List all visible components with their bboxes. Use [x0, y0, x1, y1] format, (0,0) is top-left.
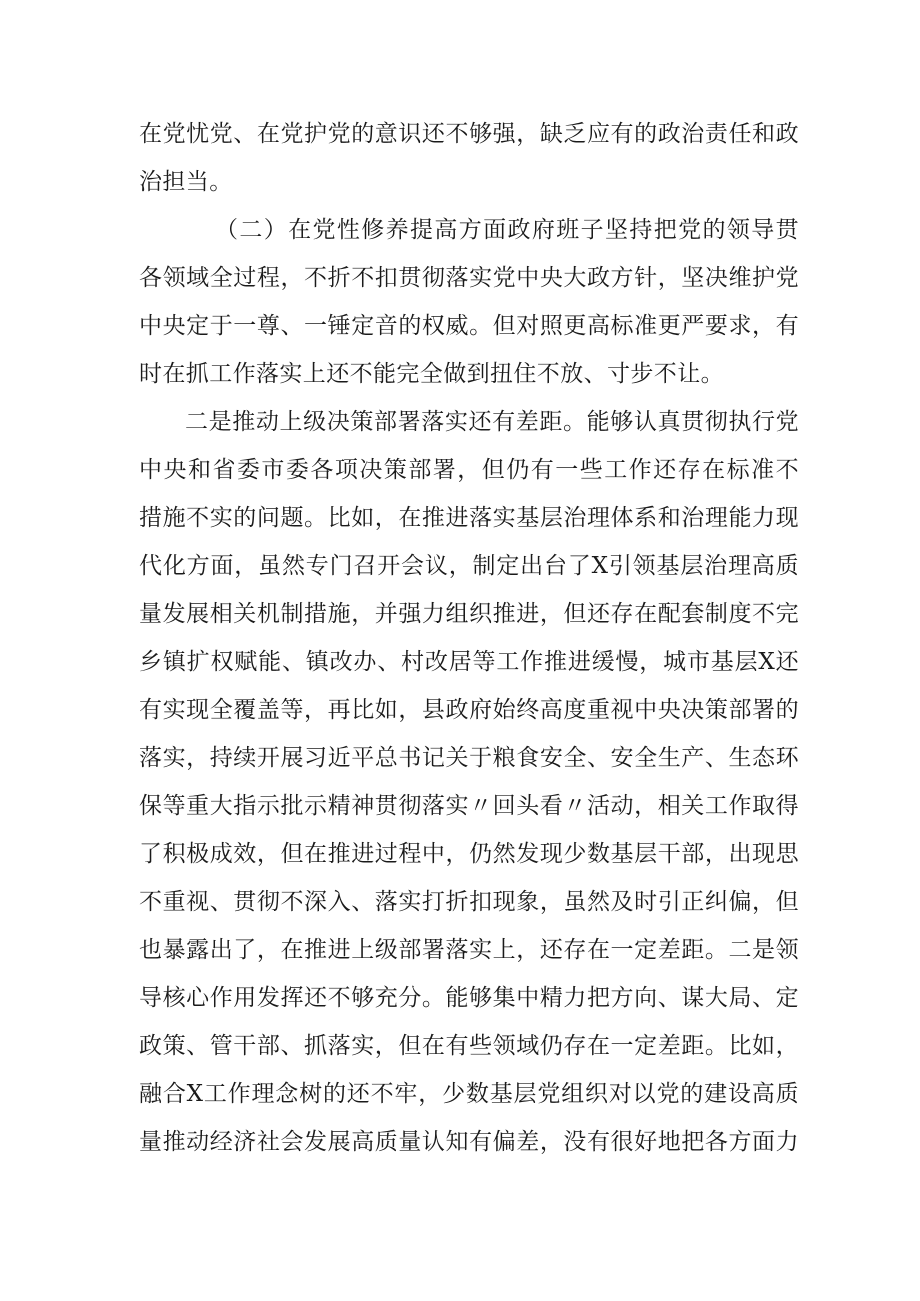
- text-line: 融合X工作理念树的还不牢，少数基层党组织对以党的建设高质: [139, 1081, 799, 1107]
- text-line: 二是推动上级决策部署落实还有差距。能够认真贯彻执行党: [185, 409, 799, 435]
- text-line: 政策、管干部、抓落实，但在有些领域仍存在一定差距。比如，: [139, 1033, 799, 1059]
- text-line: 时在抓工作落实上还不能完全做到扭住不放、寸步不让。: [139, 361, 724, 387]
- paragraph-1: [139, 110, 799, 206]
- text-line: 在党忧党、在党护党的意识还不够强，缺乏应有的政治责任和政: [139, 121, 799, 147]
- text-line: 中央和省委市委各项决策部署，但仍有一些工作还存在标准不: [139, 457, 799, 483]
- text-line: 量推动经济社会发展高质量认知有偏差，没有很好地把各方面力: [139, 1129, 799, 1155]
- text-line: 各领域全过程，不折不扣贯彻落实党中央大政方针，坚决维护党: [139, 265, 799, 291]
- text-line: 中央定于一尊、一锤定音的权威。但对照更高标准更严要求，有: [139, 313, 799, 339]
- paragraph-3: [139, 398, 799, 1166]
- text-line: 也暴露出了，在推进上级部署落实上，还存在一定差距。二是领: [139, 937, 799, 963]
- document-body: [139, 110, 799, 1166]
- text-line: 乡镇扩权赋能、镇改办、村改居等工作推进缓慢，城市基层X还: [139, 649, 799, 675]
- text-line: 导核心作用发挥还不够充分。能够集中精力把方向、谋大局、定: [139, 985, 799, 1011]
- text-line: 落实，持续开展习近平总书记关于粮食安全、安全生产、生态环: [139, 745, 799, 771]
- text-line: 有实现全覆盖等，再比如，县政府始终高度重视中央决策部署的: [139, 697, 799, 723]
- text-line: 了积极成效，但在推进过程中，仍然发现少数基层干部，出现思: [139, 841, 799, 867]
- text-line: 措施不实的问题。比如，在推进落实基层治理体系和治理能力现: [139, 505, 799, 531]
- text-line: 不重视、贯彻不深入、落实打折扣现象，虽然及时引正纠偏，但: [139, 889, 799, 915]
- text-line: 量发展相关机制措施，并强力组织推进，但还存在配套制度不完: [139, 601, 799, 627]
- paragraph-2: [139, 206, 799, 398]
- text-line: 保等重大指示批示精神贯彻落实〃回头看〃活动，相关工作取得: [139, 793, 799, 819]
- text-line: 治担当。: [139, 169, 233, 195]
- text-line: （二）在党性修养提高方面政府班子坚持把党的领导贯: [215, 217, 799, 243]
- text-line: 代化方面，虽然专门召开会议，制定出台了X引领基层治理高质: [139, 553, 799, 579]
